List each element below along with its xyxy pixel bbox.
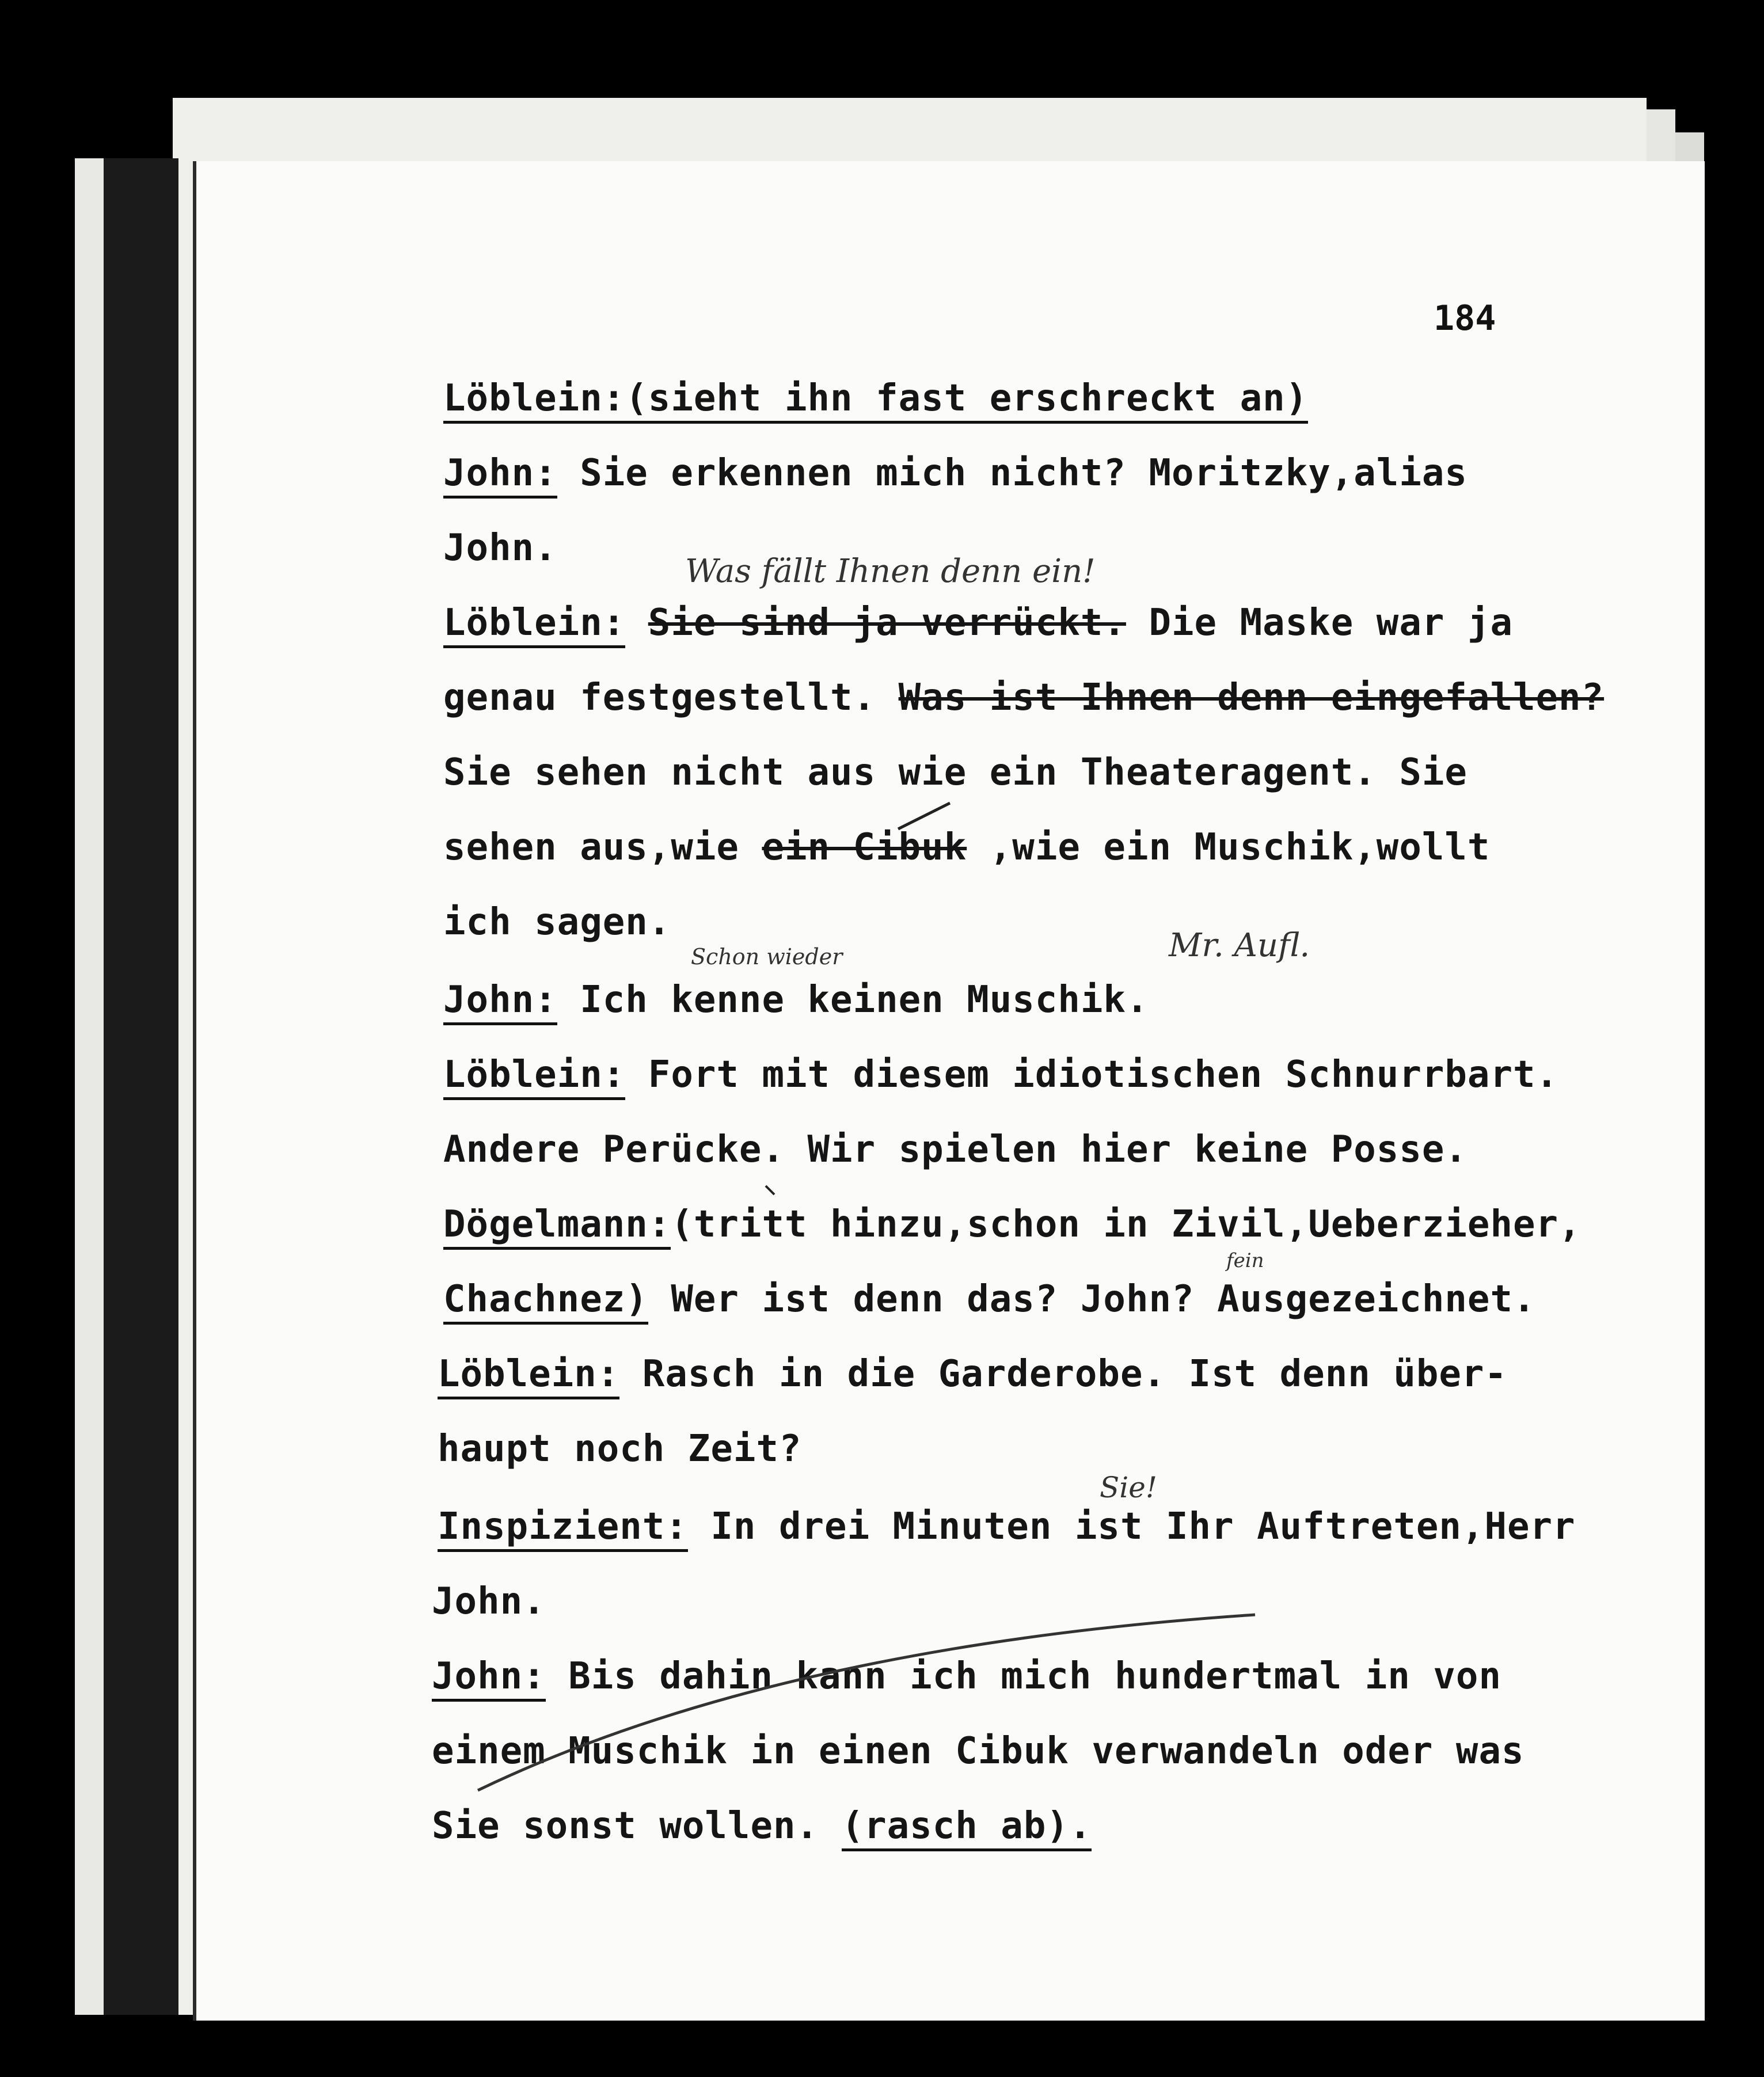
dialogue-text: sehen aus,wie <box>443 826 762 869</box>
speaker-name: Löblein: <box>443 1053 625 1100</box>
dialogue-text: Sie erkennen mich nicht? Moritzky,alias <box>557 452 1468 494</box>
dialogue-text: Rasch in die Garderobe. Ist denn über- <box>619 1353 1507 1395</box>
speaker-name: Löblein: <box>443 377 625 424</box>
dialogue-text: Sie sonst wollen. <box>432 1805 842 1847</box>
speaker-name: John: <box>443 979 557 1025</box>
handwritten-note: Schon wieder <box>691 944 843 969</box>
stage-direction: (rasch ab). <box>842 1805 1092 1851</box>
dialogue-text: einem Muschik in einen Cibuk verwandeln oder was <box>432 1730 1525 1772</box>
handwritten-note: Mr. Aufl. <box>1169 927 1310 964</box>
dialogue-text: genau festgestellt. <box>443 676 899 719</box>
speaker-name: John: <box>443 452 557 499</box>
dialogue-text: ,wie ein Muschik,wollt <box>967 826 1491 869</box>
pen-stroke <box>766 1186 774 1195</box>
dialogue-text: Wer ist denn das? John? Ausgezeichnet. <box>648 1278 1536 1321</box>
stage-direction: (sieht ihn fast erschreckt an) <box>625 377 1308 424</box>
speaker-name: Inspizient: <box>438 1505 688 1552</box>
struck-text: Was ist Ihnen denn eingefallen? <box>898 676 1605 719</box>
dialogue-text: In drei Minuten ist Ihr Auftreten,Herr <box>687 1505 1576 1548</box>
handwritten-note: fein <box>1226 1249 1264 1272</box>
dialogue-text: Sie sehen nicht aus wie ein Theateragent. Sie <box>443 751 1468 794</box>
handwritten-note: Sie! <box>1100 1471 1157 1504</box>
struck-text: Sie sind ja verrückt. <box>648 602 1126 644</box>
handwritten-note: Was fällt Ihnen denn ein! <box>685 553 1096 590</box>
struck-text: ein Cibuk <box>762 826 967 869</box>
speaker-name: John: <box>432 1655 546 1702</box>
speaker-name: Dögelmann: <box>443 1203 671 1250</box>
pen-stroke <box>478 1615 1255 1790</box>
dialogue-text: Fort mit diesem idiotischen Schnurrbart. <box>625 1053 1559 1096</box>
dialogue-text: John. <box>432 1580 546 1623</box>
page-number: 184 <box>1434 298 1496 338</box>
dialogue-text: haupt noch Zeit? <box>438 1428 802 1470</box>
dialogue-text: ich sagen. <box>443 901 671 944</box>
pen-stroke <box>898 803 950 829</box>
stage-direction: Chachnez) <box>443 1278 648 1325</box>
speaker-name: Löblein: <box>443 602 625 648</box>
dialogue-text: Bis dahin kann ich mich hundertmal in von <box>545 1655 1501 1698</box>
dialogue-text: Die Maske war ja <box>1126 602 1513 644</box>
dialogue-text: Andere Perücke. Wir spielen hier keine Posse. <box>443 1128 1468 1171</box>
stage-direction: (tritt hinzu,schon in Zivil,Ueberzieher, <box>671 1203 1581 1246</box>
speaker-name: Löblein: <box>438 1353 619 1399</box>
dialogue-text: Ich kenne keinen Muschik. <box>557 979 1149 1021</box>
dialogue-text: John. <box>443 527 557 569</box>
